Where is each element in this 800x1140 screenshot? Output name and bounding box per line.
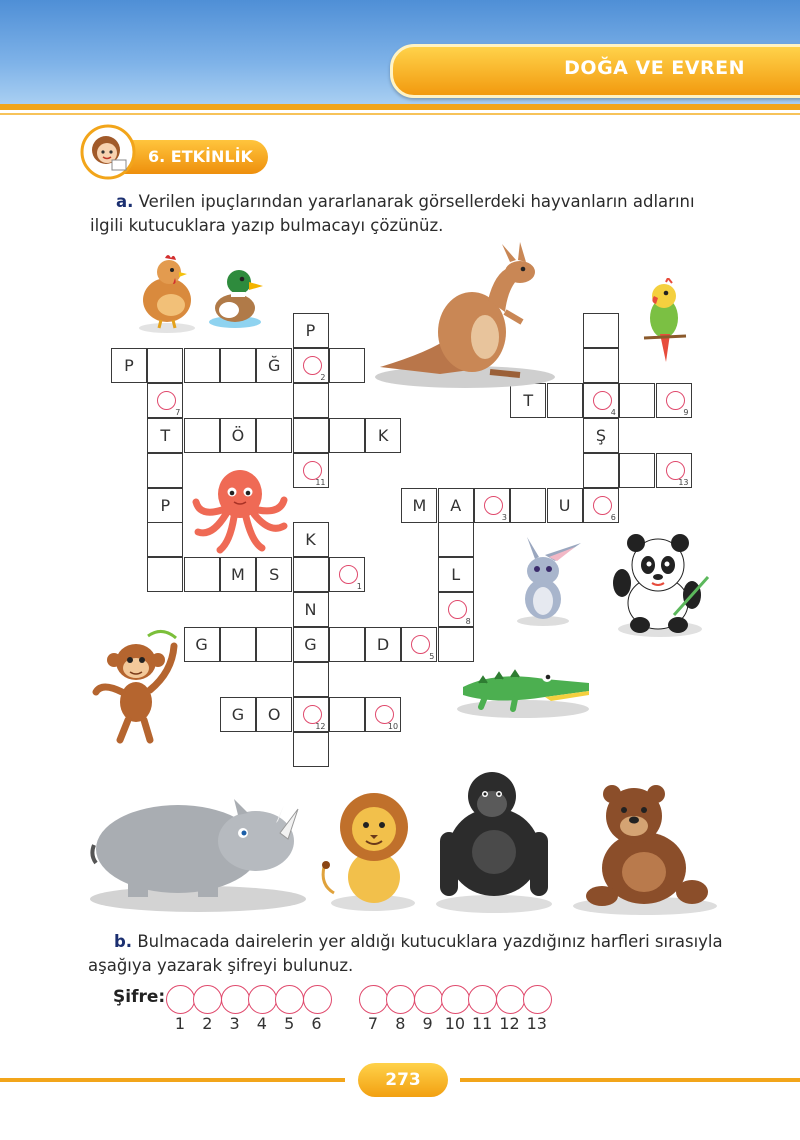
crossword-cell[interactable] — [147, 488, 183, 523]
answer-circle — [157, 391, 176, 410]
hen-icon — [135, 250, 200, 335]
crossword-cell[interactable] — [256, 418, 292, 453]
crossword-cell[interactable] — [619, 383, 655, 418]
crossword-cell-circled[interactable] — [401, 627, 437, 662]
lion-icon — [318, 785, 418, 913]
sifre-number: 5 — [284, 1014, 295, 1033]
crossword-cell-letter: M — [412, 495, 427, 515]
sifre-number: 10 — [444, 1014, 466, 1033]
crossword-cell[interactable] — [184, 557, 220, 592]
crossword-cell[interactable] — [220, 697, 256, 732]
crossword-cell-circled[interactable] — [656, 383, 692, 418]
sifre-number: 4 — [256, 1014, 267, 1033]
circle-number: 12 — [315, 721, 326, 731]
crossword-cell-circled[interactable] — [293, 697, 329, 732]
monkey-icon — [92, 622, 192, 747]
circle-number: 10 — [387, 721, 399, 731]
crossword-cell-letter: Ş — [595, 425, 606, 445]
sifre-circle[interactable] — [414, 985, 443, 1014]
sifre-circle[interactable] — [523, 985, 552, 1014]
duck-icon — [205, 262, 265, 332]
sifre-number: 3 — [229, 1014, 240, 1033]
circle-number: 13 — [678, 477, 689, 487]
footer-line-left — [0, 1078, 345, 1082]
sifre-number: 13 — [526, 1014, 547, 1033]
crossword-cell[interactable] — [293, 418, 329, 453]
answer-circle — [411, 635, 430, 654]
answer-circle — [593, 391, 612, 410]
circle-number: 5 — [429, 652, 435, 662]
crossword-cell[interactable] — [293, 383, 329, 418]
unit-title: DOĞA VE EVREN — [564, 57, 745, 79]
circle-number: 8 — [465, 617, 471, 627]
crossword-cell-letter: P — [160, 495, 171, 515]
crossword-cell-letter: L — [451, 565, 461, 585]
crossword-cell-letter: T — [160, 425, 171, 445]
crossword-cell-letter: G — [304, 635, 317, 655]
crossword-cell-letter: P — [124, 355, 134, 375]
crossword-cell[interactable] — [401, 488, 437, 523]
crossword-cell[interactable] — [256, 697, 292, 732]
crossword-cell[interactable] — [220, 418, 256, 453]
crossword-cell-letter: K — [305, 530, 316, 550]
crossword-cell-letter: Ğ — [267, 355, 281, 375]
crossword-cell[interactable] — [184, 418, 220, 453]
crossword-cell-letter: Ö — [231, 425, 245, 445]
sifre-number: 1 — [174, 1014, 186, 1033]
gorilla-icon — [432, 762, 557, 914]
crossword-cell[interactable] — [220, 348, 256, 383]
circle-number: 9 — [683, 407, 689, 417]
sifre-label: Şifre: — [113, 987, 166, 1007]
crossword-cell[interactable] — [510, 488, 546, 523]
crossword-cell-circled[interactable] — [329, 557, 365, 592]
sifre-number: 8 — [395, 1014, 406, 1033]
crossword-cell-letter: S — [269, 565, 280, 585]
rhino-icon — [88, 775, 313, 915]
answer-circle — [484, 496, 503, 515]
sifre-circle[interactable] — [275, 985, 304, 1014]
crossword-cell[interactable] — [365, 418, 401, 453]
part-b-marker: b. — [114, 932, 133, 951]
part-b-instructions — [88, 930, 738, 978]
activity-label: 6. ETKİNLİK — [148, 147, 253, 166]
rabbit-icon — [505, 537, 585, 627]
crossword-cell[interactable] — [293, 662, 329, 697]
crossword-cell[interactable] — [329, 348, 365, 383]
crossword-cell-letter: O — [267, 704, 281, 724]
crossword-cell[interactable] — [256, 627, 292, 662]
circle-number: 11 — [315, 477, 326, 487]
crossword-cell-circled[interactable] — [583, 383, 619, 418]
sifre-circle[interactable] — [359, 985, 388, 1014]
answer-circle — [339, 565, 358, 584]
octopus-icon — [190, 462, 290, 557]
crossword-cell-letter: K — [377, 425, 389, 445]
part-a-line1: Verilen ipuçlarından yararlanarak görsellerdeki hayvanların adlarını — [138, 192, 695, 211]
crossword-cell[interactable] — [547, 488, 583, 523]
crossword-cell[interactable] — [147, 522, 183, 557]
sifre-circle[interactable] — [496, 985, 525, 1014]
sifre-number: 9 — [422, 1014, 433, 1033]
part-b-line1: Bulmacada dairelerin yer aldığı kutucuklara yazdığınız harfleri sırasıyla — [137, 932, 723, 951]
crossword-cell[interactable] — [111, 348, 147, 383]
crossword-cell-letter: M — [230, 565, 245, 585]
crossword-cell[interactable] — [619, 453, 655, 488]
page-number: 273 — [385, 1070, 421, 1090]
crossword-cell[interactable] — [583, 453, 619, 488]
crossword-cell[interactable] — [583, 313, 619, 348]
sifre-number: 7 — [367, 1014, 379, 1033]
sifre-circle[interactable] — [166, 985, 195, 1014]
sifre-circle[interactable] — [468, 985, 497, 1014]
crossword-cell-circled[interactable] — [583, 488, 619, 523]
bear-icon — [570, 780, 720, 917]
crossword-cell[interactable] — [438, 557, 474, 592]
crossword-cell[interactable] — [293, 313, 329, 348]
sifre-number: 12 — [499, 1014, 520, 1033]
crossword-cell[interactable] — [147, 348, 183, 383]
crossword-cell[interactable] — [256, 557, 292, 592]
part-a-line2: ilgili kutucuklara yazıp bulmacayı çözünüz. — [90, 216, 444, 235]
crossword-cell-letter: D — [376, 635, 390, 655]
crossword-cell-letter: G — [231, 704, 245, 724]
circle-number: 7 — [175, 407, 181, 417]
answer-circle — [593, 496, 612, 515]
part-a-marker: a. — [116, 192, 134, 211]
crossword-cell[interactable] — [147, 418, 183, 453]
kangaroo-icon — [370, 242, 555, 390]
crossword-cell-circled[interactable] — [656, 453, 692, 488]
crossword-cell[interactable] — [365, 627, 401, 662]
crossword-cell[interactable] — [329, 418, 365, 453]
crossword-cell-circled[interactable] — [474, 488, 510, 523]
circle-number: 6 — [610, 512, 616, 522]
crossword-cell-letter: P — [305, 321, 316, 340]
circle-number: 2 — [320, 372, 326, 382]
crossword-cell-circled[interactable] — [438, 592, 474, 627]
crossword-cell[interactable] — [329, 697, 365, 732]
sifre-circle[interactable] — [303, 985, 332, 1014]
sifre-circle[interactable] — [221, 985, 250, 1014]
crossword-cell-letter: G — [195, 635, 208, 655]
crossword-cell[interactable] — [293, 557, 329, 592]
answer-circle — [448, 600, 467, 619]
crossword-cell[interactable] — [220, 557, 256, 592]
crossword-cell[interactable] — [438, 522, 474, 557]
crossword-cell[interactable] — [147, 453, 183, 488]
sifre-circle[interactable] — [441, 985, 470, 1014]
crossword-cell-letter: A — [450, 495, 462, 515]
crossword-cell[interactable] — [184, 348, 220, 383]
circle-number: 4 — [610, 407, 616, 417]
crossword-cell[interactable] — [293, 627, 329, 662]
footer-line-right — [460, 1078, 800, 1082]
crossword-cell[interactable] — [293, 522, 329, 557]
sifre-number: 11 — [472, 1014, 493, 1033]
page-number-badge — [358, 1063, 448, 1097]
crossword-cell[interactable] — [220, 627, 256, 662]
crocodile-icon — [455, 657, 595, 719]
part-b-line2: aşağıya yazarak şifreyi bulunuz. — [88, 956, 354, 975]
crossword-cell[interactable] — [583, 418, 619, 453]
crossword-cell-circled[interactable] — [293, 348, 329, 383]
crossword-cell[interactable] — [438, 488, 474, 523]
circle-number: 3 — [501, 512, 507, 522]
answer-circle — [666, 391, 685, 410]
crossword-cell[interactable] — [147, 557, 183, 592]
sifre-circle[interactable] — [248, 985, 277, 1014]
parrot-icon — [640, 278, 690, 364]
crossword-cell[interactable] — [329, 627, 365, 662]
crossword-cell[interactable] — [583, 348, 619, 383]
crossword-cell-letter: T — [523, 390, 534, 410]
crossword-cell[interactable] — [256, 348, 292, 383]
crossword-cell-circled[interactable] — [293, 453, 329, 488]
panda-icon — [608, 527, 713, 639]
crossword-cell-letter: U — [558, 495, 571, 515]
crossword-cell[interactable] — [293, 592, 329, 627]
sifre-number: 2 — [202, 1014, 213, 1033]
crossword-cell[interactable] — [293, 732, 329, 767]
circle-number: 1 — [356, 582, 362, 592]
sifre-number: 6 — [311, 1014, 322, 1033]
answer-circle — [303, 356, 322, 375]
crossword-cell-letter: N — [304, 600, 317, 620]
crossword-cell-circled[interactable] — [147, 383, 183, 418]
crossword-cell-circled[interactable] — [365, 697, 401, 732]
